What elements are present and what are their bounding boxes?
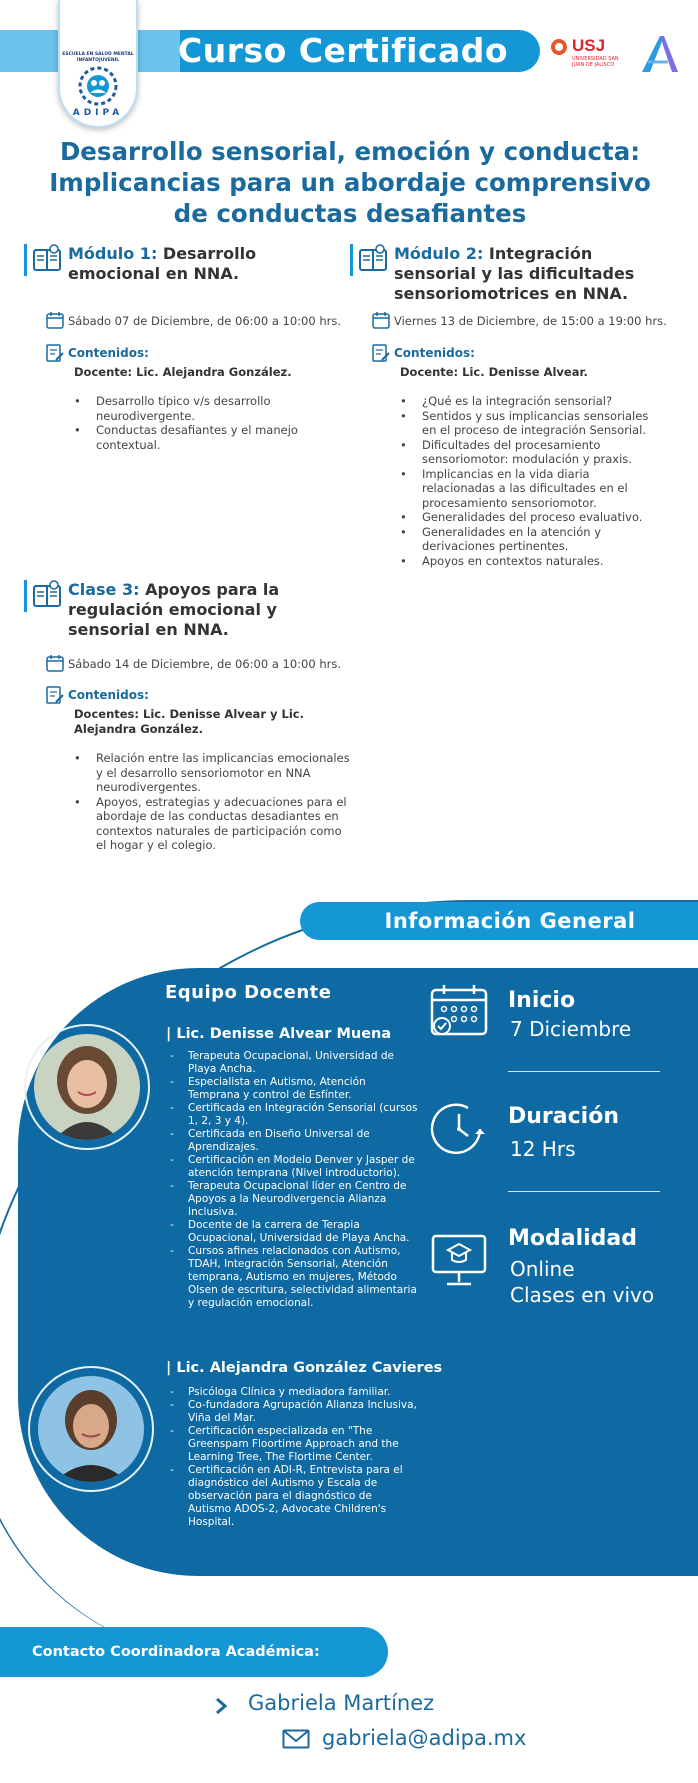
usj-emblem-icon	[550, 38, 568, 56]
contact-email-link[interactable]: gabriela@adipa.mx	[322, 1726, 527, 1750]
duration-label: Duración	[508, 1104, 619, 1129]
module-1-name: Desarrollo emocional en NNA.	[68, 244, 257, 283]
adipa-logo-name: ADIPA	[72, 108, 124, 118]
contact-name: Gabriela Martínez	[248, 1691, 435, 1715]
module-3-date: Sábado 14 de Diciembre, de 06:00 a 10:00 hrs.	[68, 657, 342, 671]
list-item: • Relación entre las implicancias emocionales y el desarrollo sensoriomotor en NNA neurodivergentes.	[72, 751, 352, 795]
document-edit-icon	[372, 344, 390, 362]
list-item: • Implicancias en la vida diaria relacionadas a las dificultades en el procesamiento sensoriomotor.	[398, 467, 666, 511]
module-3-keyword: Clase 3:	[68, 580, 140, 599]
module-accent-bar	[24, 244, 27, 276]
book-icon	[32, 244, 64, 274]
module-2-date: Viernes 13 de Diciembre, de 15:00 a 19:00 hrs.	[394, 314, 667, 328]
module-2-name: Integración sensorial y las dificultades sensoriomotrices en NNA.	[394, 244, 635, 303]
module-3-name: Apoyos para la regulación emocional y sensorial en NNA.	[68, 580, 280, 639]
document-edit-icon	[46, 344, 64, 362]
avatar-portrait-image	[34, 1034, 140, 1140]
module-1-date: Sábado 07 de Diciembre, de 06:00 a 10:00 hrs.	[68, 314, 342, 328]
book-icon	[358, 244, 390, 274]
list-item: - Certificada en Integración Sensorial (cursos 1, 2, 3 y 4).	[166, 1102, 418, 1128]
module-2-contents-list	[398, 394, 666, 568]
calendar-icon	[428, 982, 490, 1044]
online-class-icon	[430, 1228, 488, 1290]
module-1-teacher: Docente: Lic. Alejandra González.	[74, 365, 292, 379]
list-item: • Generalidades en la atención y derivaciones pertinentes.	[398, 525, 666, 554]
usj-logo	[550, 36, 620, 72]
list-item: - Terapeuta Ocupacional líder en Centro de Apoyos a la Neurodivergencia Alianza Inclusiva.	[166, 1180, 418, 1219]
avatar	[34, 1034, 140, 1140]
modality-label: Modalidad	[508, 1226, 638, 1251]
module-accent-bar	[350, 244, 353, 276]
list-item: • Sentidos y sus implicancias sensoriales en el proceso de integración Sensorial.	[398, 409, 666, 438]
a-brand-icon	[638, 32, 680, 76]
adipa-logo-tagline: ESCUELA EN SALUD MENTAL INFANTOJUVENIL	[62, 52, 134, 63]
list-item: - Cursos afines relacionados con Autismo, TDAH, Integración Sensorial, Atención temprana, Autismo en mujeres, Método Olsen de escritura, selectividad alimentaria y regulación emocional.	[166, 1245, 418, 1310]
divider	[508, 1191, 660, 1192]
start-label: Inicio	[508, 988, 576, 1013]
start-value: 7 Diciembre	[510, 1017, 632, 1041]
list-item: - Certificación en ADI-R, Entrevista para el diagnóstico del Autismo y Escala de observación para el diagnóstico de Autismo ADOS-2, Advocate Children's Hospital.	[166, 1464, 418, 1529]
list-item: - Certificación especializada en "The Greenspam Floortime Approach and the Learning Tree, The Flortime Center.	[166, 1425, 418, 1464]
list-item: • Dificultades del procesamiento sensoriomotor: modulación y praxis.	[398, 438, 666, 467]
duration-value: 12 Hrs	[510, 1137, 576, 1161]
professor-1-name: | Lic. Denisse Alvear Muena	[166, 1026, 392, 1042]
book-icon	[32, 580, 64, 610]
mail-icon	[282, 1729, 310, 1749]
module-1-contents-label: Contenidos:	[68, 346, 149, 360]
module-2-contents-label: Contenidos:	[394, 346, 475, 360]
info-title: Información General	[384, 909, 636, 933]
list-item: • Generalidades del proceso evaluativo.	[398, 510, 666, 525]
module-2-title	[394, 244, 664, 304]
course-type-title: Curso Certificado	[178, 31, 509, 70]
module-3-title	[68, 580, 308, 640]
module-2-keyword: Módulo 2:	[394, 244, 484, 263]
module-1-contents-list	[72, 394, 322, 452]
list-item: • Desarrollo típico v/s desarrollo neurodivergente.	[72, 394, 322, 423]
module-1-title	[68, 244, 348, 284]
document-edit-icon	[46, 686, 64, 704]
module-3-contents-label: Contenidos:	[68, 688, 149, 702]
module-3-teacher: Docentes: Lic. Denisse Alvear y Lic. Alejandra González.	[74, 707, 304, 736]
list-item: - Psicóloga Clínica y mediadora familiar.	[166, 1386, 418, 1399]
list-item: • Apoyos en contextos naturales.	[398, 554, 666, 569]
list-item: - Certificación en Modelo Denver y Jasper de atención temprana (Nivel introductorio).	[166, 1154, 418, 1180]
list-item: • Apoyos, estrategias y adecuaciones para el abordaje de las conductas desadiantes en contextos naturales de participación como el hogar y el colegio.	[72, 795, 352, 853]
adipa-logo	[58, 0, 138, 128]
course-title-line: Desarrollo sensorial, emoción y conducta:	[59, 137, 641, 166]
avatar-portrait-image	[38, 1376, 144, 1482]
list-item: • ¿Qué es la integración sensorial?	[398, 394, 666, 409]
team-title: Equipo Docente	[165, 982, 332, 1003]
professor-2-name: | Lic. Alejandra González Cavieres	[166, 1360, 443, 1376]
usj-logo-sub: UNIVERSIDAD SAN JUAN DE JALISCO	[572, 56, 619, 68]
divider	[508, 1071, 660, 1072]
usj-logo-name: USJ	[572, 36, 606, 55]
list-item: • Conductas desafiantes y el manejo contextual.	[72, 423, 322, 452]
avatar	[38, 1376, 144, 1482]
list-item: - Docente de la carrera de Terapia Ocupacional, Universidad de Playa Ancha.	[166, 1219, 418, 1245]
contact-label: Contacto Coordinadora Académica:	[32, 1644, 320, 1660]
modality-value: Clases en vivo	[510, 1283, 655, 1307]
module-3-contents-list	[72, 751, 352, 853]
calendar-icon	[46, 311, 64, 329]
module-1-keyword: Módulo 1:	[68, 244, 158, 263]
modality-value: Online	[510, 1257, 575, 1281]
professor-2-credentials	[166, 1386, 418, 1529]
professor-1-credentials	[166, 1050, 418, 1310]
list-item: - Especialista en Autismo, Atención Temprana y control de Esfínter.	[166, 1076, 418, 1102]
course-title	[30, 136, 670, 229]
list-item: - Terapeuta Ocupacional, Universidad de Playa Ancha.	[166, 1050, 418, 1076]
course-title-line: Implicancias para un abordaje comprensivo	[49, 168, 651, 197]
list-item: - Certificada en Diseño Universal de Aprendizajes.	[166, 1128, 418, 1154]
course-title-line: de conductas desafiantes	[173, 199, 527, 228]
module-accent-bar	[24, 580, 27, 612]
adipa-emblem-icon	[72, 66, 124, 106]
list-item: - Co-fundadora Agrupación Alianza Inclusiva, Viña del Mar.	[166, 1399, 418, 1425]
calendar-icon	[372, 311, 390, 329]
calendar-icon	[46, 654, 64, 672]
clock-icon	[428, 1098, 490, 1160]
module-2-teacher: Docente: Lic. Denisse Alvear.	[400, 365, 588, 379]
chevron-right-icon	[214, 1697, 228, 1715]
